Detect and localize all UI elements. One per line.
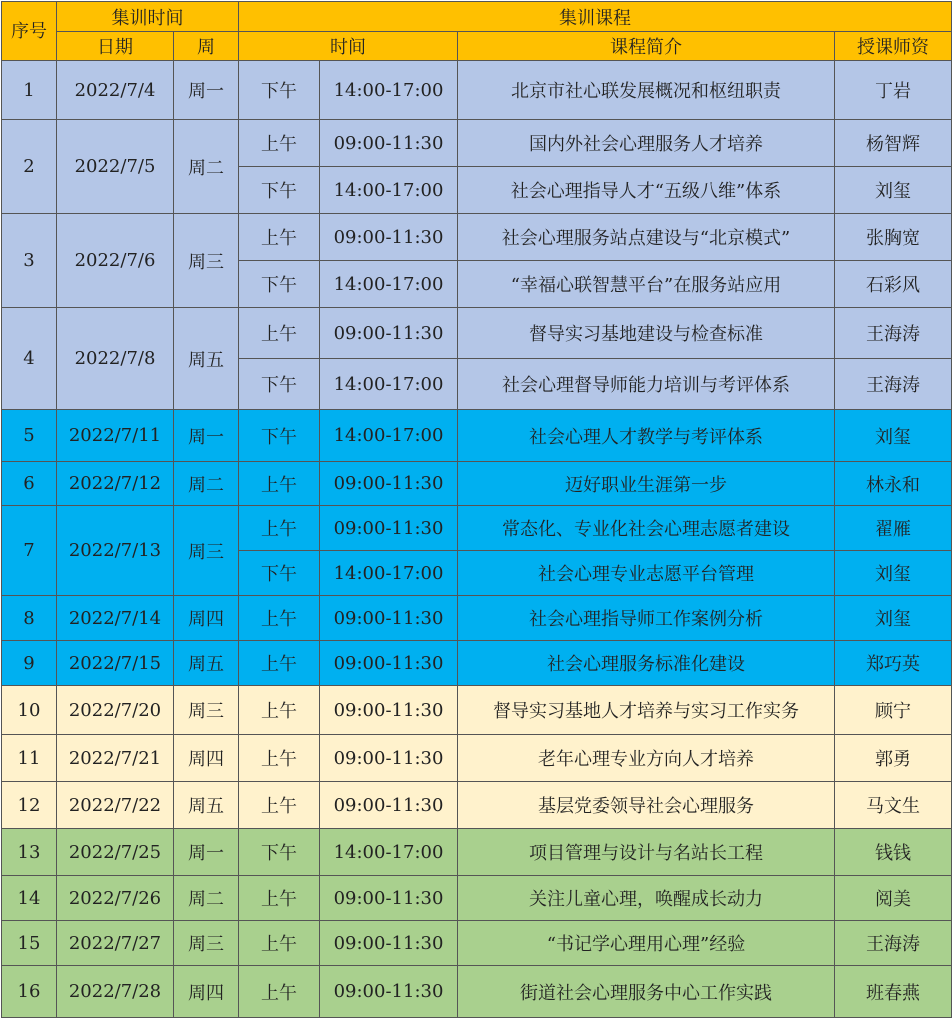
- header-seq: 序号: [2, 2, 57, 61]
- teacher-cell: 杨智辉: [835, 120, 952, 167]
- table-row: [2, 641, 952, 686]
- period-cell: 上午: [239, 641, 320, 686]
- teacher-cell: 刘玺: [835, 167, 952, 214]
- weekday-cell: 周二: [174, 876, 239, 921]
- table-row: [2, 120, 952, 167]
- seq-cell: 1: [2, 61, 57, 120]
- weekday-cell: 周一: [174, 829, 239, 876]
- course-cell: 督导实习基地人才培养与实习工作实务: [458, 686, 835, 735]
- period-cell: 上午: [239, 462, 320, 506]
- table-row: [2, 735, 952, 782]
- date-cell: 2022/7/20: [57, 686, 174, 735]
- period-cell: 下午: [239, 167, 320, 214]
- weekday-cell: 周五: [174, 641, 239, 686]
- time-cell: 09:00-11:30: [320, 921, 458, 966]
- table-row: [2, 686, 952, 735]
- header-lecturer: 授课师资: [835, 32, 952, 61]
- period-cell: 上午: [239, 966, 320, 1018]
- course-cell: 督导实习基地建设与检查标准: [458, 308, 835, 359]
- time-cell: 09:00-11:30: [320, 966, 458, 1018]
- weekday-cell: 周三: [174, 214, 239, 308]
- time-cell: 09:00-11:30: [320, 462, 458, 506]
- course-cell: 北京市社心联发展概况和枢纽职责: [458, 61, 835, 120]
- date-cell: 2022/7/14: [57, 596, 174, 641]
- period-cell: 上午: [239, 686, 320, 735]
- time-cell: 14:00-17:00: [320, 61, 458, 120]
- period-cell: 上午: [239, 921, 320, 966]
- time-cell: 14:00-17:00: [320, 167, 458, 214]
- weekday-cell: 周一: [174, 61, 239, 120]
- period-cell: 下午: [239, 410, 320, 462]
- weekday-cell: 周一: [174, 410, 239, 462]
- table-row: [2, 506, 952, 551]
- course-cell: 社会心理人才教学与考评体系: [458, 410, 835, 462]
- table-row: [2, 782, 952, 829]
- time-cell: 09:00-11:30: [320, 876, 458, 921]
- seq-cell: 14: [2, 876, 57, 921]
- period-cell: 下午: [239, 829, 320, 876]
- teacher-cell: 张胸宽: [835, 214, 952, 261]
- time-cell: 09:00-11:30: [320, 641, 458, 686]
- period-cell: 上午: [239, 876, 320, 921]
- header-training-time: 集训时间: [57, 2, 239, 32]
- time-cell: 09:00-11:30: [320, 506, 458, 551]
- seq-cell: 8: [2, 596, 57, 641]
- period-cell: 上午: [239, 735, 320, 782]
- time-cell: 09:00-11:30: [320, 686, 458, 735]
- period-cell: 上午: [239, 506, 320, 551]
- teacher-cell: 马文生: [835, 782, 952, 829]
- teacher-cell: 王海涛: [835, 921, 952, 966]
- seq-cell: 7: [2, 506, 57, 596]
- course-cell: 街道社会心理服务中心工作实践: [458, 966, 835, 1018]
- time-cell: 14:00-17:00: [320, 261, 458, 308]
- date-cell: 2022/7/21: [57, 735, 174, 782]
- weekday-cell: 周四: [174, 735, 239, 782]
- date-cell: 2022/7/11: [57, 410, 174, 462]
- date-cell: 2022/7/26: [57, 876, 174, 921]
- date-cell: 2022/7/25: [57, 829, 174, 876]
- period-cell: 上午: [239, 782, 320, 829]
- period-cell: 上午: [239, 308, 320, 359]
- weekday-cell: 周三: [174, 506, 239, 596]
- header-time: 时间: [239, 32, 458, 61]
- course-cell: 常态化、专业化社会心理志愿者建设: [458, 506, 835, 551]
- date-cell: 2022/7/12: [57, 462, 174, 506]
- course-cell: 项目管理与设计与名站长工程: [458, 829, 835, 876]
- period-cell: 上午: [239, 214, 320, 261]
- table-row: [2, 462, 952, 506]
- time-cell: 09:00-11:30: [320, 735, 458, 782]
- seq-cell: 13: [2, 829, 57, 876]
- seq-cell: 10: [2, 686, 57, 735]
- date-cell: 2022/7/13: [57, 506, 174, 596]
- weekday-cell: 周三: [174, 686, 239, 735]
- weekday-cell: 周二: [174, 120, 239, 214]
- time-cell: 09:00-11:30: [320, 782, 458, 829]
- seq-cell: 3: [2, 214, 57, 308]
- course-cell: 基层党委领导社会心理服务: [458, 782, 835, 829]
- date-cell: 2022/7/22: [57, 782, 174, 829]
- seq-cell: 6: [2, 462, 57, 506]
- course-cell: 迈好职业生涯第一步: [458, 462, 835, 506]
- seq-cell: 12: [2, 782, 57, 829]
- schedule-body: [2, 61, 952, 1018]
- course-cell: 老年心理专业方向人才培养: [458, 735, 835, 782]
- date-cell: 2022/7/15: [57, 641, 174, 686]
- seq-cell: 2: [2, 120, 57, 214]
- header-course-intro: 课程简介: [458, 32, 835, 61]
- time-cell: 14:00-17:00: [320, 829, 458, 876]
- table-row: [2, 214, 952, 261]
- table-row: [2, 921, 952, 966]
- date-cell: 2022/7/27: [57, 921, 174, 966]
- period-cell: 上午: [239, 120, 320, 167]
- teacher-cell: 刘玺: [835, 551, 952, 596]
- table-row: [2, 61, 952, 120]
- course-cell: “幸福心联智慧平台”在服务站应用: [458, 261, 835, 308]
- period-cell: 上午: [239, 596, 320, 641]
- time-cell: 14:00-17:00: [320, 410, 458, 462]
- course-cell: 社会心理督导师能力培训与考评体系: [458, 359, 835, 410]
- training-schedule-table: [1, 1, 952, 1018]
- teacher-cell: 石彩风: [835, 261, 952, 308]
- teacher-cell: 刘玺: [835, 596, 952, 641]
- teacher-cell: 王海涛: [835, 308, 952, 359]
- table-row: [2, 410, 952, 462]
- teacher-cell: 顾宁: [835, 686, 952, 735]
- period-cell: 下午: [239, 261, 320, 308]
- time-cell: 14:00-17:00: [320, 551, 458, 596]
- date-cell: 2022/7/28: [57, 966, 174, 1018]
- course-cell: 关注儿童心理，唤醒成长动力: [458, 876, 835, 921]
- teacher-cell: 钱钱: [835, 829, 952, 876]
- teacher-cell: 王海涛: [835, 359, 952, 410]
- date-cell: 2022/7/4: [57, 61, 174, 120]
- table-row: [2, 596, 952, 641]
- time-cell: 14:00-17:00: [320, 359, 458, 410]
- teacher-cell: 郭勇: [835, 735, 952, 782]
- time-cell: 09:00-11:30: [320, 120, 458, 167]
- seq-cell: 5: [2, 410, 57, 462]
- table-row: [2, 966, 952, 1018]
- period-cell: 下午: [239, 359, 320, 410]
- period-cell: 下午: [239, 551, 320, 596]
- header-week: 周: [174, 32, 239, 61]
- seq-cell: 4: [2, 308, 57, 410]
- weekday-cell: 周四: [174, 596, 239, 641]
- seq-cell: 16: [2, 966, 57, 1018]
- period-cell: 下午: [239, 61, 320, 120]
- table-row: [2, 829, 952, 876]
- table-row: [2, 876, 952, 921]
- course-cell: 社会心理指导师工作案例分析: [458, 596, 835, 641]
- weekday-cell: 周四: [174, 966, 239, 1018]
- weekday-cell: 周五: [174, 782, 239, 829]
- teacher-cell: 刘玺: [835, 410, 952, 462]
- table-row: [2, 308, 952, 359]
- teacher-cell: 翟雁: [835, 506, 952, 551]
- header-training-course: 集训课程: [239, 2, 952, 32]
- course-cell: 社会心理专业志愿平台管理: [458, 551, 835, 596]
- course-cell: 社会心理服务标准化建设: [458, 641, 835, 686]
- seq-cell: 9: [2, 641, 57, 686]
- time-cell: 09:00-11:30: [320, 214, 458, 261]
- weekday-cell: 周三: [174, 921, 239, 966]
- time-cell: 09:00-11:30: [320, 596, 458, 641]
- seq-cell: 15: [2, 921, 57, 966]
- teacher-cell: 郑巧英: [835, 641, 952, 686]
- weekday-cell: 周二: [174, 462, 239, 506]
- teacher-cell: 林永和: [835, 462, 952, 506]
- date-cell: 2022/7/5: [57, 120, 174, 214]
- course-cell: 社会心理指导人才“五级八维”体系: [458, 167, 835, 214]
- time-cell: 09:00-11:30: [320, 308, 458, 359]
- teacher-cell: 阅美: [835, 876, 952, 921]
- course-cell: 国内外社会心理服务人才培养: [458, 120, 835, 167]
- weekday-cell: 周五: [174, 308, 239, 410]
- course-cell: “书记学心理用心理”经验: [458, 921, 835, 966]
- teacher-cell: 丁岩: [835, 61, 952, 120]
- course-cell: 社会心理服务站点建设与“北京模式”: [458, 214, 835, 261]
- date-cell: 2022/7/6: [57, 214, 174, 308]
- date-cell: 2022/7/8: [57, 308, 174, 410]
- seq-cell: 11: [2, 735, 57, 782]
- teacher-cell: 班春燕: [835, 966, 952, 1018]
- header-date: 日期: [57, 32, 174, 61]
